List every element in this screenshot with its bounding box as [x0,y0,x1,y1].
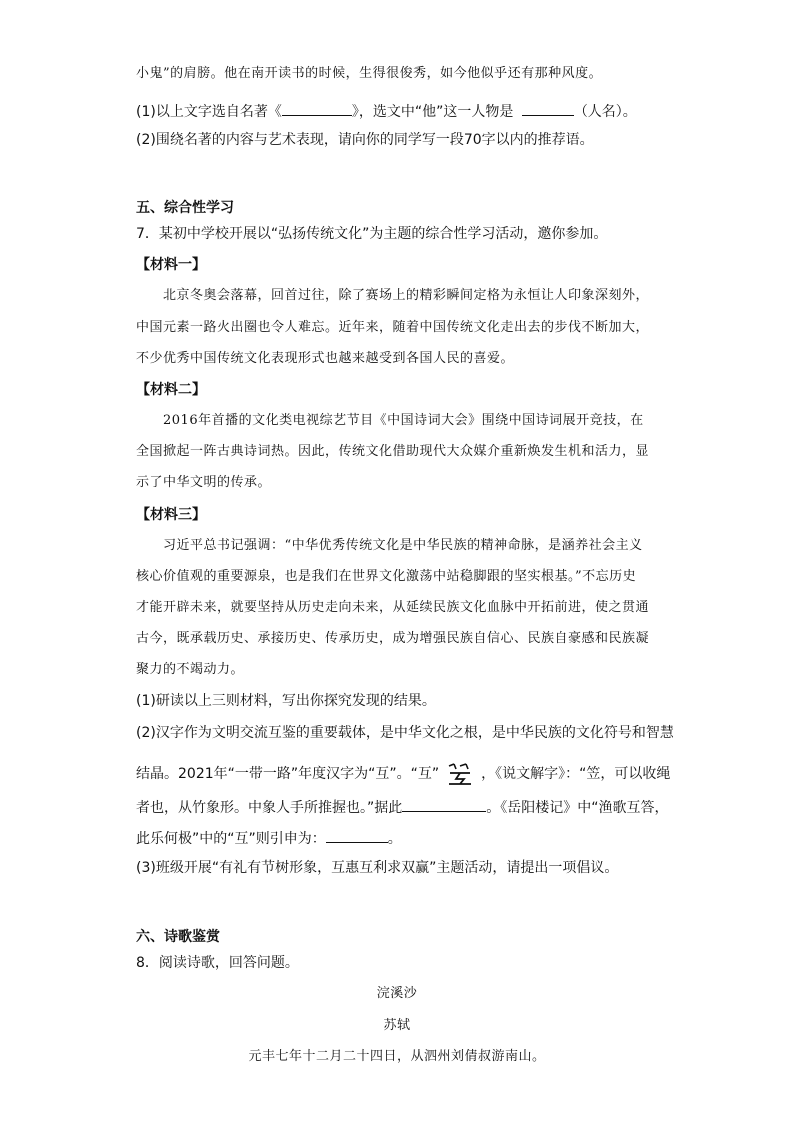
material-3-line: 习近平总书记强调：“中华优秀传统文化是中华民族的精神命脉，是涵养社会主义 [163,538,643,553]
question-7-2-line2: 结晶。2021年“一带一路”年度汉字为“互”。“互” ，《说文解字》：“笠，可以收绳 [136,763,670,785]
answer-blank-meaning[interactable] [326,828,388,843]
material-3-line: 核心价值观的重要源泉，也是我们在世界文化激荡中站稳脚跟的坚实根基。”不忘历史 [136,569,637,584]
section-6-heading: 六、诗歌鉴赏 [136,929,220,945]
material-3-title: 【材料三】 [136,507,206,523]
question-7-2-line3: 者也，从竹象形。中象人手所推握也。”据此 。《岳阳楼记》中“渔歌互答， [136,797,669,817]
question-6-2: (2)围绕名著的内容与艺术表现，请向你的同学写一段70字以内的推荐语。 [136,132,594,148]
question-7-3: (3)班级开展“有礼有节树形象，互惠互利求双赢”主题活动，请提出一项倡议。 [136,860,619,876]
question-7-1: (1)研读以上三则材料，写出你探究发现的结果。 [136,693,436,709]
ancient-hu-character-icon [445,763,475,785]
question-6-1: (1)以上文字选自名著《 》，选文中“他”这一人物是 （人名）。 [136,101,637,121]
material-1-line: 中国元素一路火出圈也令人难忘。近年来，随着中国传统文化走出去的步伐不断加大， [136,320,650,335]
poem-author: 苏轼 [383,1018,411,1033]
answer-blank-name[interactable] [522,101,574,116]
question-7-2-line4: 此乐何极”中的“互”则引申为： 。 [136,828,402,848]
material-2-title: 【材料二】 [136,382,206,398]
question-7-intro: 7．某初中学校开展以“弘扬传统文化”为主题的综合性学习活动，邀你参加。 [136,226,608,242]
material-1-title: 【材料一】 [136,257,206,273]
material-1-line: 不少优秀中国传统文化表现形式也越来越受到各国人民的喜爱。 [136,351,515,366]
section-5-heading: 五、综合性学习 [136,200,234,216]
material-2-line: 2016年首播的文化类电视综艺节目《中国诗词大会》围绕中国诗词展开竞技，在 [163,413,644,428]
material-1-line: 北京冬奥会落幕，回首过往，除了赛场上的精彩瞬间定格为永恒让人印象深刻外， [163,288,650,303]
answer-blank-explain[interactable] [402,797,486,812]
material-3-line: 才能开辟未来，就要坚持从历史走向未来，从延续民族文化血脉中开拓前进，使之贯通 [136,600,650,615]
material-3-line: 古今，既承载历史、承接历史、传承历史，成为增强民族自信心、民族自豪感和民族凝 [136,631,650,646]
poem-title: 浣溪沙 [376,986,418,1001]
question-8-intro: 8．阅读诗歌，回答问题。 [136,955,299,971]
material-3-line: 聚力的不竭动力。 [136,662,245,677]
material-2-line: 示了中华文明的传承。 [136,475,272,490]
top-line: 小鬼”的肩膀。他在南开读书的时候，生得很俊秀，如今他似乎还有那种风度。 [136,66,603,81]
poem-preface: 元丰七年十二月二十四日，从泗州刘倩叔游南山。 [248,1049,546,1064]
answer-blank-book[interactable] [282,101,352,116]
material-2-line: 全国掀起一阵古典诗词热。因此，传统文化借助现代大众媒介重新焕发生机和活力，显 [136,444,650,459]
question-7-2-line1: (2)汉字作为文明交流互鉴的重要载体，是中华文化之根，是中华民族的文化符号和智慧 [136,725,674,741]
